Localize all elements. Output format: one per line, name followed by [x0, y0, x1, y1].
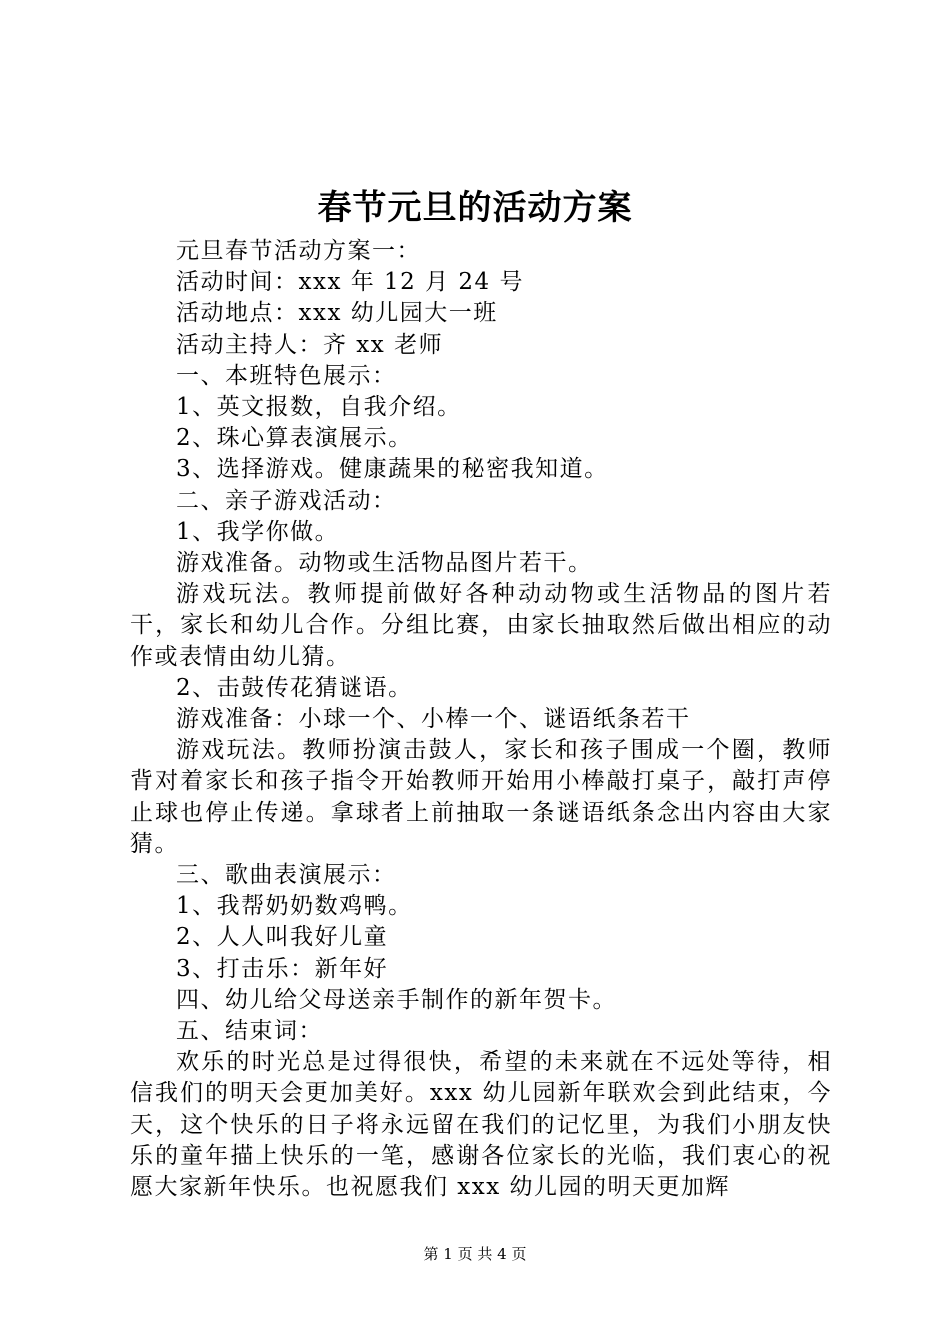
paragraph: 欢乐的时光总是过得很快，希望的未来就在不远处等待，相信我们的明天会更加美好。xxx 幼儿园新年联欢会到此结束，今天，这个快乐的日子将永远留在我们的记忆里，为我们小朋友快乐的童年描上快乐的一笔，感谢各位家长的光临，我们衷心的祝愿大家新年快乐。也祝愿我们 xxx 幼儿园的明天更加辉	[130, 1049, 832, 1201]
section-heading: 五、结束词：	[176, 1018, 323, 1045]
paragraph: 游戏准备：小球一个、小棒一个、谜语纸条若干	[176, 706, 691, 733]
section-heading: 三、歌曲表演展示：	[176, 862, 397, 889]
paragraph: 活动时间：xxx 年 12 月 24 号	[176, 269, 525, 296]
document-body	[130, 236, 832, 1203]
list-item: 1、我学你做。	[176, 518, 340, 545]
document-title: 春节元旦的活动方案	[317, 188, 633, 228]
page-footer: 第 1 页 共 4 页	[423, 1245, 527, 1263]
paragraph: 游戏玩法。教师提前做好各种动动物或生活物品的图片若干，家长和幼儿合作。分组比赛，由家长抽取然后做出相应的动作或表情由幼儿猜。	[130, 581, 832, 670]
paragraph: 活动主持人：齐 xx 老师	[176, 331, 444, 358]
list-item: 1、英文报数，自我介绍。	[176, 394, 462, 421]
section-heading: 二、亲子游戏活动：	[176, 487, 397, 514]
section-heading: 一、本班特色展示：	[176, 362, 397, 389]
list-item: 2、珠心算表演展示。	[176, 425, 413, 452]
section-heading: 四、幼儿给父母送亲手制作的新年贺卡。	[176, 986, 617, 1013]
list-item: 1、我帮奶奶数鸡鸭。	[176, 893, 413, 920]
list-item: 3、打击乐：新年好	[176, 955, 389, 982]
list-item: 2、人人叫我好儿童	[176, 924, 389, 951]
list-item: 2、击鼓传花猜谜语。	[176, 674, 413, 701]
paragraph: 元旦春节活动方案一：	[176, 238, 421, 264]
paragraph: 活动地点：xxx 幼儿园大一班	[176, 300, 498, 327]
paragraph: 游戏玩法。教师扮演击鼓人，家长和孩子围成一个圈，教师背对着家长和孩子指令开始教师开始用小棒敲打桌子，敲打声停止球也停止传递。拿球者上前抽取一条谜语纸条念出内容由大家猜。	[130, 737, 832, 857]
list-item: 3、选择游戏。健康蔬果的秘密我知道。	[176, 456, 609, 483]
paragraph: 游戏准备。动物或生活物品图片若干。	[176, 550, 593, 577]
